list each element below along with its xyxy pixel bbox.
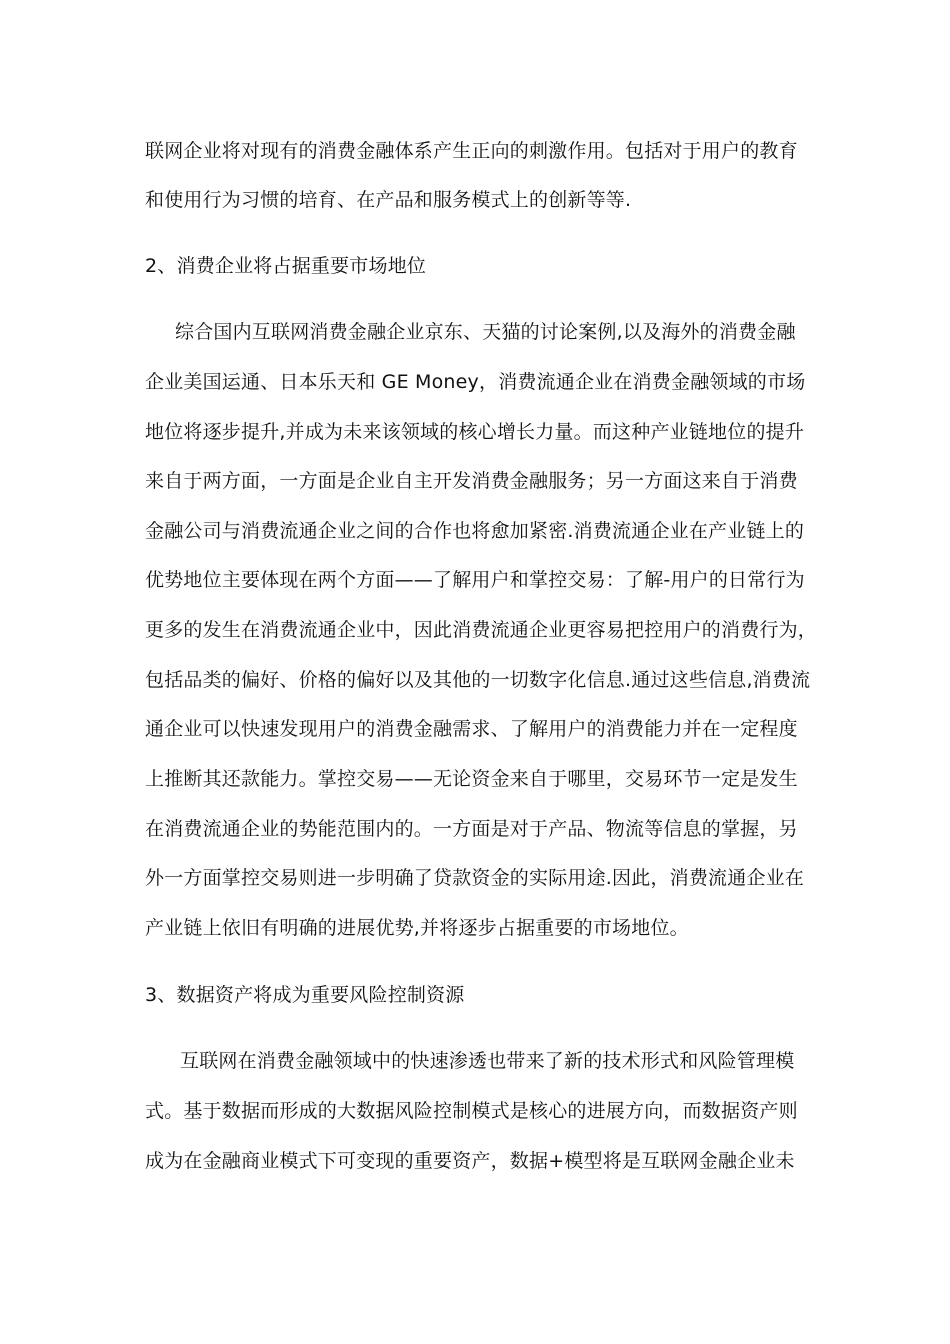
text-line: 式。基于数据而形成的大数据风险控制模式是核心的进展方向，而数据资产则 xyxy=(145,1100,798,1122)
text-line: 互联网在消费金融领域中的快速渗透也带来了新的技术形式和风险管理模 xyxy=(180,1050,795,1072)
text-line: 和使用行为习惯的培育、在产品和服务模式上的创新等等. xyxy=(145,189,632,211)
text-line: 更多的发生在消费流通企业中，因此消费流通企业更容易把控用户的消费行为， xyxy=(145,619,818,641)
text-line: 来自于两方面，一方面是企业自主开发消费金融服务；另一方面这来自于消费 xyxy=(145,470,798,492)
text-line: 成为在金融商业模式下可变现的重要资产，数据+模型将是互联网金融企业未 xyxy=(145,1150,795,1172)
text-line: 综合国内互联网消费金融企业京东、天猫的讨论案例,以及海外的消费金融 xyxy=(175,321,796,343)
section-heading: 3、数据资产将成为重要风险控制资源 xyxy=(145,984,465,1006)
text-line: 金融公司与消费流通企业之间的合作也将愈加紧密.消费流通企业在产业链上的 xyxy=(145,520,805,542)
text-line: 企业美国运通、日本乐天和 GE Money，消费流通企业在消费金融领域的市场 xyxy=(145,371,806,393)
text-line: 上推断其还款能力。掌控交易——无论资金来自于哪里，交易环节一定是发生 xyxy=(145,768,798,790)
text-line: 优势地位主要体现在两个方面——了解用户和掌控交易：了解-用户的日常行为 xyxy=(145,569,805,591)
text-line: 产业链上依旧有明确的进展优势,并将逐步占据重要的市场地位。 xyxy=(145,917,689,939)
text-line: 联网企业将对现有的消费金融体系产生正向的刺激作用。包括对于用户的教育 xyxy=(145,140,798,162)
text-line: 地位将逐步提升,并成为未来该领域的核心增长力量。而这种产业链地位的提升 xyxy=(145,421,805,443)
text-line: 外一方面掌控交易则进一步明确了贷款资金的实际用途.因此，消费流通企业在 xyxy=(145,867,805,889)
section-heading: 2、消费企业将占据重要市场地位 xyxy=(145,255,427,277)
text-line: 在消费流通企业的势能范围内的。一方面是对于产品、物流等信息的掌握，另 xyxy=(145,818,798,840)
text-line: 包括品类的偏好、价格的偏好以及其他的一切数字化信息.通过这些信息,消费流 xyxy=(145,669,811,691)
text-line: 通企业可以快速发现用户的消费金融需求、了解用户的消费能力并在一定程度 xyxy=(145,718,798,740)
